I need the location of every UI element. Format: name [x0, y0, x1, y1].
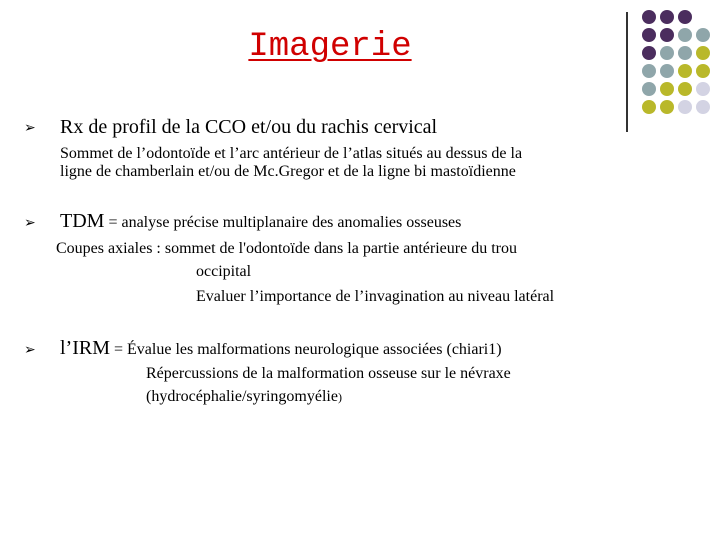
- dot: [660, 64, 674, 78]
- section-rx-line: Sommet de l’odontoïde et l’arc antérieur de l’atlas situés au dessus de la: [60, 145, 523, 162]
- dot: [678, 46, 692, 60]
- dot: [642, 10, 656, 24]
- bullet-arrow-icon: ➢: [24, 121, 36, 136]
- dot: [696, 82, 710, 96]
- dot: [678, 100, 692, 114]
- dot: [678, 28, 692, 42]
- page-title: Imagerie: [248, 28, 412, 66]
- section-rx-line: ligne de chamberlain et/ou de Mc.Gregor et de la ligne bi mastoïdienne: [60, 163, 516, 180]
- section-heading-tdm-label: TDM: [60, 210, 105, 232]
- dot: [642, 100, 656, 114]
- section-heading-tdm-desc: = analyse précise multiplanaire des anomalies osseuses: [104, 214, 462, 231]
- dot: [678, 10, 692, 24]
- section-irm-line: [146, 388, 342, 406]
- bullet-arrow-icon: ➢: [24, 343, 36, 358]
- dot: [696, 46, 710, 60]
- vertical-divider: [626, 12, 628, 132]
- section-irm-line: Répercussions de la malformation osseuse sur le névraxe: [146, 365, 511, 382]
- dot: [660, 10, 674, 24]
- section-tdm-line: Coupes axiales : sommet de l'odontoïde dans la partie antérieure du trou: [56, 240, 517, 257]
- section-irm-line-text: (hydrocéphalie/syringomyélie: [146, 388, 338, 405]
- dot: [660, 82, 674, 96]
- section-heading-irm: [60, 337, 502, 360]
- dot: [642, 64, 656, 78]
- dot: [642, 82, 656, 96]
- bullet-arrow-icon: ➢: [24, 216, 36, 231]
- dot: [660, 28, 674, 42]
- dot: [678, 64, 692, 78]
- dot: [696, 28, 710, 42]
- section-heading-tdm: [60, 210, 461, 233]
- section-tdm-line: occipital: [196, 263, 252, 280]
- dot: [660, 46, 674, 60]
- decorative-dot-grid: [640, 10, 716, 120]
- section-tdm-line: Evaluer l’importance de l’invagination au niveau latéral: [196, 288, 555, 305]
- section-heading-irm-label: l’IRM: [60, 337, 110, 359]
- dot: [642, 46, 656, 60]
- dot: [696, 64, 710, 78]
- section-irm-line-paren: ): [337, 390, 342, 404]
- section-heading-rx: Rx de profil de la CCO et/ou du rachis cervical: [60, 116, 438, 138]
- dot: [642, 28, 656, 42]
- dot: [678, 82, 692, 96]
- section-heading-irm-desc: = Évalue les malformations neurologique associées (chiari1): [110, 341, 502, 358]
- dot: [660, 100, 674, 114]
- dot: [696, 100, 710, 114]
